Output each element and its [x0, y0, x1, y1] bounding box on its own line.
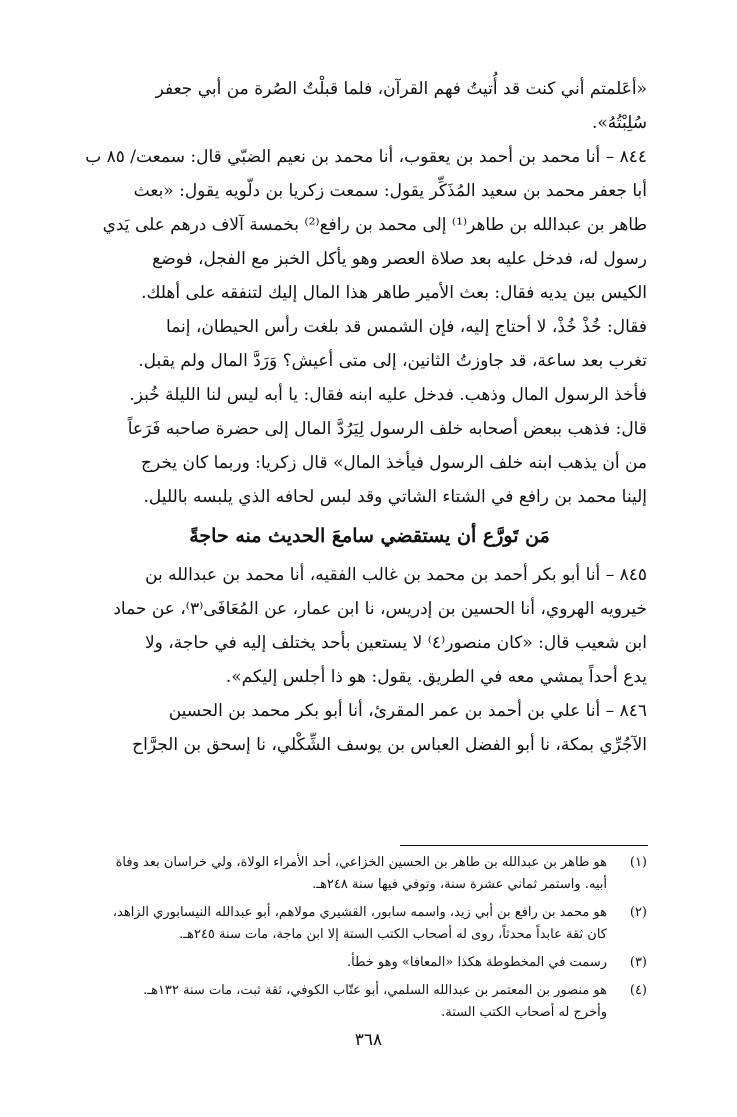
- footnote-line: هو محمد بن رافع بن أبي زيد، واسمه سابور، القشيري مولاهم، أبو عبدالله النيسابوري الزاهد،: [112, 905, 607, 920]
- footnote: [92, 980, 647, 1024]
- text-line: ابن شعيب قال: «كان منصور⁽٤⁾ لا يستعين بأحد يختلف إليه في حاجة، ولا: [144, 633, 647, 653]
- footnote-line: وأخرج له أصحاب الكتب الستة.: [441, 1005, 607, 1020]
- text-line: خيرويه الهروي، أنا الحسين بن إدريس، نا ابن عمار، عن المُعَافَى⁽٣⁾، عن حماد: [113, 599, 647, 619]
- footnote-line: رسمت في المخطوطة هكذا «المعافا» وهو خطأ.: [347, 955, 607, 970]
- footnote-number: (٣): [629, 955, 647, 970]
- main-text: [85, 72, 647, 762]
- text-line: من أن يذهب ابنه خلف الرسول فيأخذ المال» قال زكريا: وربما كان يخرج: [141, 453, 647, 473]
- text-line: الآجُرِّي بمكة، نا أبو الفضل العباس بن يوسف الشِّكْلي، نا إسحق بن الجرَّاح: [132, 735, 647, 755]
- text-line: سُلِبْتُهُ».: [591, 113, 647, 133]
- text-line: فقال: خُذْ خُذْ، لا أحتاج إليه، فإن الشمس قد بلغت رأس الحيطان، إنما: [166, 317, 647, 337]
- page-number: ٣٦٨: [354, 1030, 383, 1050]
- text-line: قال: فذهب ببعض أصحابه خلف الرسول لِيَرُدَّ المال إلى حضرة صاحبه فَرَعاً: [127, 419, 647, 439]
- text-line: الكيس بين يديه فقال: بعث الأمير طاهر هذا المال إليك لتنفقه على أهلك.: [141, 283, 647, 303]
- text-line: رسول له، فدخل عليه بعد صلاة العصر وهو يأكل الخبز مع الفجل، فوضع: [152, 249, 647, 269]
- footnote: [92, 902, 647, 946]
- text-line: فأخذ الرسول المال وذهب. فدخل عليه ابنه فقال: يا أبه ليس لنا الليلة خُبز.: [129, 385, 647, 405]
- footnote-line: أبيه. واستمر ثماني عشرة سنة، وتوفي فيها سنة ٢٤٨هـ.: [312, 877, 607, 892]
- text-line: ٨٤٦ – أنا علي بن أحمد بن عمر المقرئ، أنا أبو بكر محمد بن الحسين: [168, 701, 647, 721]
- footnote-number: (١): [629, 855, 647, 870]
- text-line: «أعَلمتم أني كنت قد أُتيتُ فهم القرآن، فلما قبلْتُ الصُرة من أبي جعفر: [155, 79, 647, 99]
- footnote: [92, 852, 647, 896]
- text-line: ٨٤٤ – أنا محمد بن أحمد بن يعقوب، أنا محمد بن نعيم الضبّي قال: سمعت/ ٨٥ ب: [85, 147, 647, 167]
- text-line: طاهر بن عبدالله بن طاهر⁽¹⁾ إلى محمد بن رافع⁽²⁾ بخمسة آلاف درهم على يَدي: [102, 215, 647, 235]
- footnote-number: (٢): [629, 905, 647, 920]
- footnote-number: (٤): [629, 983, 647, 998]
- footnote-line: هو منصور بن المعتمر بن عبدالله السلمي، أبو عتّاب الكوفي، ثقة ثبت، مات سنة ١٣٢هـ.: [143, 983, 607, 998]
- footnote-divider: [400, 845, 648, 846]
- footnote: [92, 952, 647, 974]
- text-line: ٨٤٥ – أنا أبو بكر أحمد بن محمد بن غالب الفقيه، أنا محمد بن عبدالله بن: [145, 565, 647, 585]
- text-line: يدع أحداً يمشي معه في الطريق. يقول: هو ذا أجلس إليكم».: [225, 667, 647, 687]
- text-line: أبا جعفر محمد بن سعيد المُذَكِّر يقول: سمعت زكريا بن دلّويه يقول: «بعث: [133, 181, 647, 201]
- section-heading: مَن تَورَّع أن يستقضي سامعَ الحديث منه حاجةً: [189, 525, 550, 547]
- footnotes: [92, 852, 647, 1030]
- text-line: تغرب بعد ساعة، قد جاوزتُ الثانين، إلى متى أعيش؟ وَرَدَّ المال ولم يقبل.: [138, 351, 647, 371]
- footnote-line: هو طاهر بن عبدالله بن طاهر بن الحسين الخزاعي، أحد الأمراء الولاة، ولي خراسان بعد وفاة: [115, 855, 607, 870]
- footnote-line: كان ثقة عابداً محدثاً، روى له أصحاب الكتب الستة إلا ابن ماجة، مات سنة ٢٤٥هـ.: [179, 927, 607, 942]
- text-line: إلينا محمد بن رافع في الشتاء الشاتي وقد لبس لحافه الذي يلبسه بالليل.: [143, 487, 647, 507]
